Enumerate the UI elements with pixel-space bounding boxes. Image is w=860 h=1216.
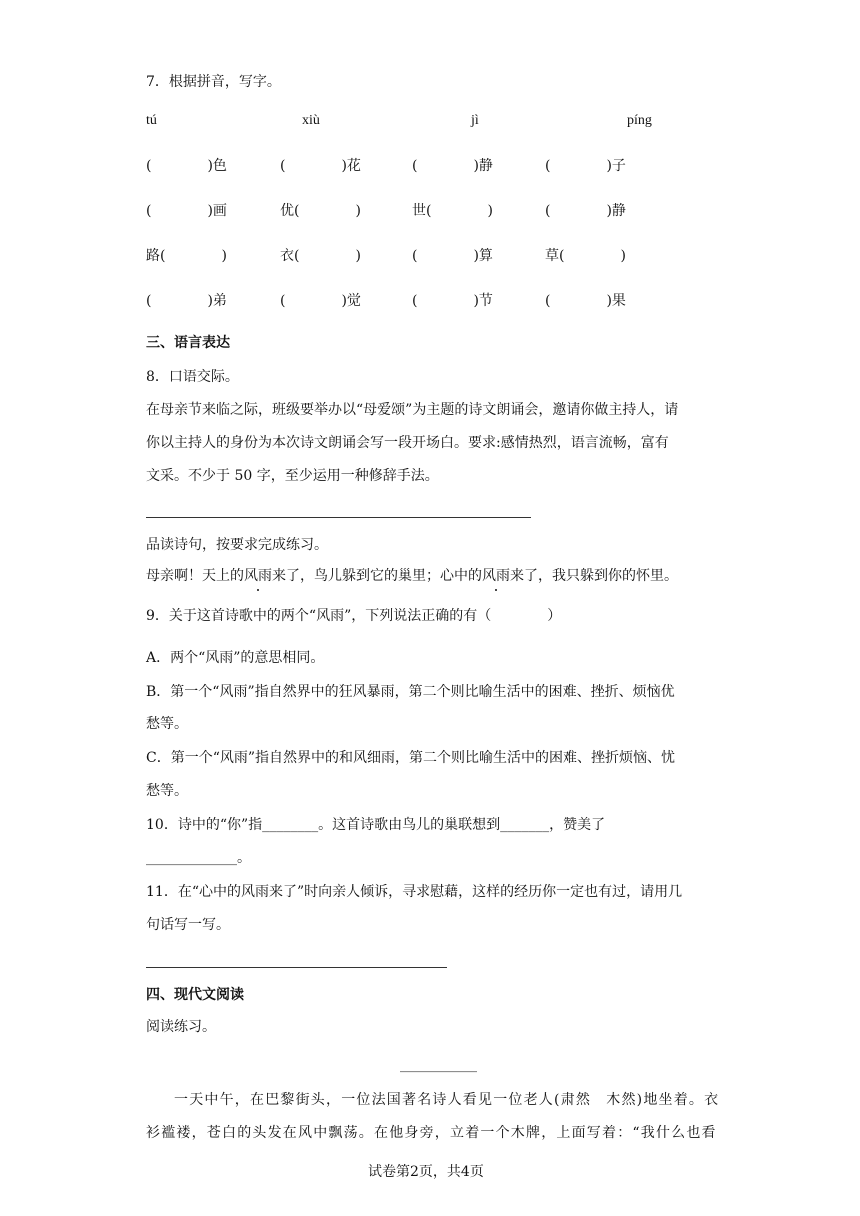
fill-item: ( )弟: [146, 293, 227, 309]
q10-line-2: _____________。: [146, 850, 251, 866]
section-3-title: 三、语言表达: [146, 335, 230, 351]
fill-item: ( )静: [545, 203, 626, 219]
fill-item: ( )静: [412, 158, 493, 174]
poem-part: 来了，鸟儿躲到它的巢里；心中的: [272, 568, 482, 584]
fill-item: ( )子: [545, 158, 626, 174]
fill-item: 优( ): [280, 203, 361, 219]
poem-intro: 品读诗句，按要求完成练习。: [146, 537, 328, 553]
q9-option-c-line-1: C．第一个“风雨”指自然界中的和风细雨，第二个则比喻生活中的困难、挫折烦恼、忧: [146, 750, 676, 766]
fill-item: ( )算: [412, 248, 493, 264]
emphasis-fengyu-2: [482, 568, 510, 584]
poem-part: 来了，我只躲到你的怀里。: [510, 568, 678, 584]
section-4-title: 四、现代文阅读: [146, 987, 244, 1003]
q8-title: 8．口语交际。: [146, 369, 239, 385]
fill-item: ( )画: [146, 203, 227, 219]
q11-line-2: 句话写一写。: [146, 917, 230, 933]
q10-line-1: 10．诗中的“你”指________。这首诗歌由鸟儿的巢联想到_______，赞美了: [146, 817, 606, 833]
q8-line-1: 在母亲节来临之际，班级要举办以“母爱颂”为主题的诗文朗诵会，邀请你做主持人，请: [146, 402, 679, 418]
fill-item: 世( ): [412, 203, 493, 219]
fill-item: ( )花: [280, 158, 361, 174]
reading-line-2: 衫褴褛，苍白的头发在风中飘荡。在他身旁，立着一个木牌，上面写着：“我什么也看: [146, 1125, 717, 1141]
q9-option-a: A．两个“风雨”的意思相同。: [146, 650, 325, 666]
emphasized-word: 风雨: [482, 568, 510, 584]
pinyin-2: xiù: [302, 113, 320, 128]
q9-option-c-line-2: 愁等。: [146, 783, 188, 799]
q7-title: 7．根据拼音，写字。: [146, 74, 281, 90]
q9-option-b-line-2: 愁等。: [146, 716, 188, 732]
pinyin-4: píng: [627, 113, 652, 128]
reading-line-1: 一天中午，在巴黎街头，一位法国著名诗人看见一位老人(肃然 木然)地坐着。衣: [174, 1092, 720, 1108]
answer-line: [146, 517, 531, 518]
poem-text: [146, 566, 678, 586]
poem-part: 母亲啊！天上的: [146, 568, 244, 584]
reading-title-blank: ___________: [400, 1057, 477, 1073]
q8-line-2: 你以主持人的身份为本次诗文朗诵会写一段开场白。要求:感情热烈，语言流畅，富有: [146, 435, 669, 451]
q8-line-3: 文采。不少于 50 字，至少运用一种修辞手法。: [146, 468, 439, 484]
fill-item: ( )节: [412, 293, 493, 309]
page-footer: 试卷第2页，共4页: [368, 1164, 484, 1180]
fill-item: 草( ): [545, 248, 626, 264]
fill-item: 衣( ): [280, 248, 361, 264]
pinyin-1: tú: [146, 113, 157, 128]
q9-option-b-line-1: B．第一个“风雨”指自然界中的狂风暴雨，第二个则比喻生活中的困难、挫折、烦恼优: [146, 684, 675, 700]
q11-line-1: 11．在“心中的风雨来了”时向亲人倾诉，寻求慰藉，这样的经历你一定也有过，请用几: [146, 884, 683, 900]
reading-intro: 阅读练习。: [146, 1019, 216, 1035]
fill-item: ( )色: [146, 158, 227, 174]
emphasized-word: 风雨: [244, 568, 272, 584]
fill-item: 路( ): [146, 248, 227, 264]
fill-item: ( )果: [545, 293, 626, 309]
emphasis-fengyu-1: [244, 568, 272, 584]
pinyin-3: jì: [471, 113, 479, 128]
q9-title: 9．关于这首诗歌中的两个“风雨”，下列说法正确的有（ ）: [146, 608, 562, 624]
answer-line: [146, 967, 447, 968]
fill-item: ( )觉: [280, 293, 361, 309]
